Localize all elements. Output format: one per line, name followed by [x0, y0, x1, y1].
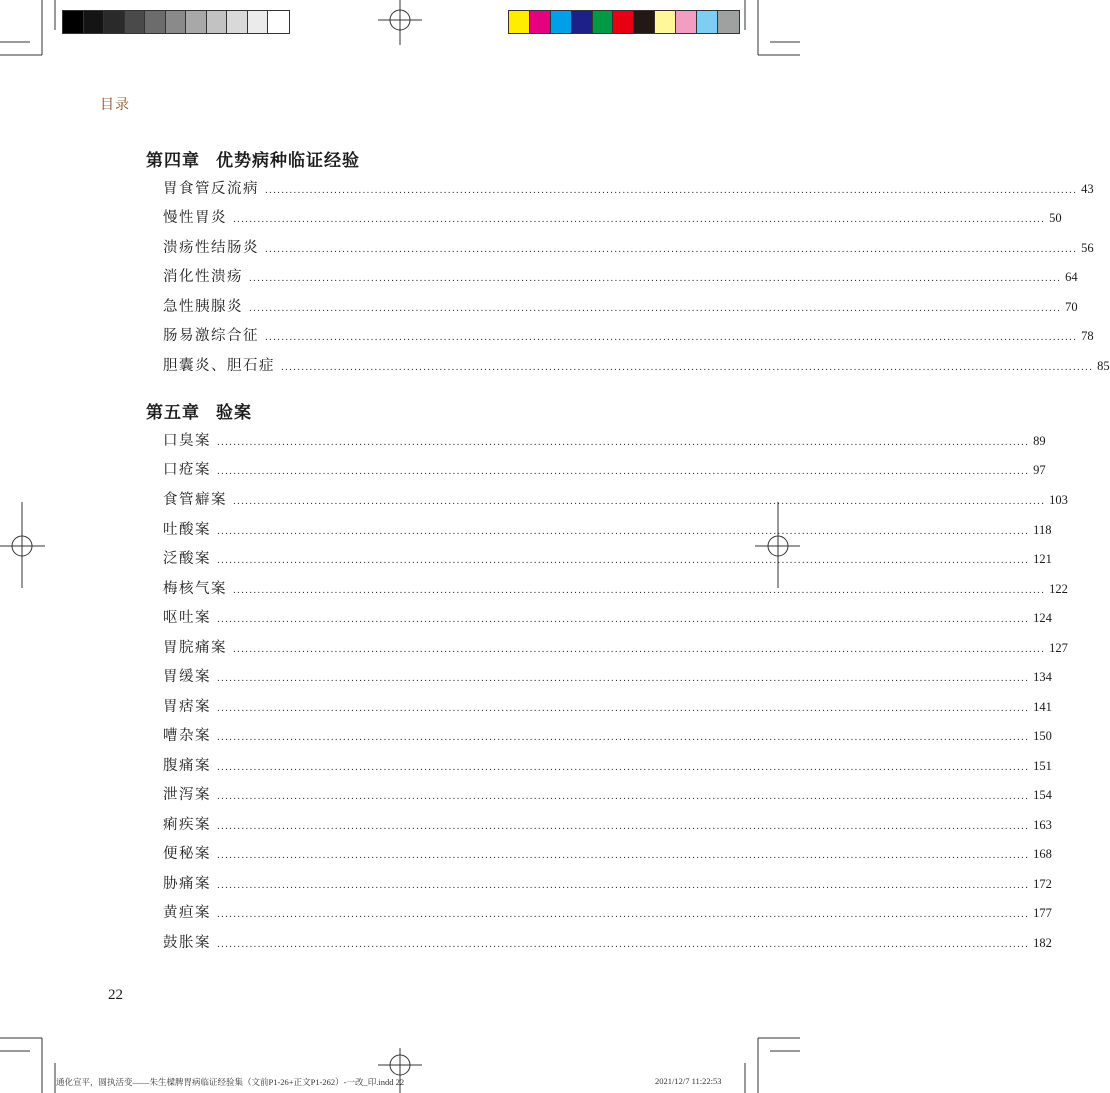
entry-page: 89: [1033, 434, 1046, 448]
dot-leader: ........................................................................................................................................................................................................: [217, 881, 1030, 891]
entry-page: 163: [1033, 818, 1052, 832]
entry-page: 118: [1033, 523, 1052, 537]
entry-title: 肠易激综合征: [163, 328, 259, 344]
entry-page: 177: [1033, 906, 1052, 920]
entry-title: 胁痛案: [163, 876, 211, 892]
running-head: 目录: [100, 97, 130, 113]
entry-title: 便秘案: [163, 846, 211, 862]
entry-title: 急性胰腺炎: [163, 299, 243, 315]
entry-title: 泄泻案: [163, 787, 211, 803]
entry-page: 154: [1033, 788, 1052, 802]
dot-leader: ........................................................................................................................................................................................................: [265, 245, 1078, 255]
dot-leader: ........................................................................................................................................................................................................: [217, 792, 1030, 802]
dot-leader: ........................................................................................................................................................................................................: [233, 215, 1046, 225]
dot-leader: ........................................................................................................................................................................................................: [233, 586, 1046, 596]
entry-page: 64: [1065, 270, 1078, 284]
entry-page: 70: [1065, 300, 1078, 314]
entry-title: 胃食管反流病: [163, 181, 259, 197]
toc-entry[interactable]: [163, 813, 1052, 833]
entry-title: 慢性胃炎: [163, 210, 227, 226]
entry-page: 103: [1049, 493, 1068, 507]
dot-leader: ........................................................................................................................................................................................................: [217, 763, 1030, 773]
toc-entry[interactable]: [163, 236, 1094, 256]
dot-leader: ........................................................................................................................................................................................................: [217, 674, 1030, 684]
dot-leader: ........................................................................................................................................................................................................: [265, 333, 1078, 343]
dot-leader: ........................................................................................................................................................................................................: [265, 186, 1078, 196]
dot-leader: ........................................................................................................................................................................................................: [217, 527, 1030, 537]
entry-page: 151: [1033, 759, 1052, 773]
dot-leader: ........................................................................................................................................................................................................: [217, 704, 1030, 714]
dot-leader: ........................................................................................................................................................................................................: [217, 940, 1030, 950]
toc-entry[interactable]: [163, 754, 1052, 774]
entry-page: 172: [1033, 877, 1052, 891]
entry-page: 124: [1033, 611, 1052, 625]
entry-title: 胃脘痛案: [163, 640, 227, 656]
dot-leader: ........................................................................................................................................................................................................: [217, 438, 1030, 448]
dot-leader: ........................................................................................................................................................................................................: [233, 645, 1046, 655]
entry-title: 吐酸案: [163, 522, 211, 538]
entry-page: 134: [1033, 670, 1052, 684]
entry-title: 胆囊炎、胆石症: [163, 358, 275, 374]
dot-leader: ........................................................................................................................................................................................................: [281, 363, 1094, 373]
entry-page: 127: [1049, 641, 1068, 655]
entry-page: 85: [1097, 359, 1110, 373]
toc-entry[interactable]: [163, 458, 1046, 478]
entry-title: 梅核气案: [163, 581, 227, 597]
entry-page: 50: [1049, 211, 1062, 225]
toc-entry[interactable]: [163, 518, 1052, 538]
toc-entry[interactable]: [163, 636, 1068, 656]
print-slug-filename: 通化宣平，圆执活变——朱生樑脾胃病临证经验集（文前P1-26+正文P1-262）-一改_印.indd 22: [56, 1077, 405, 1087]
toc-entry[interactable]: [163, 901, 1052, 921]
chapter-5-heading: [146, 398, 252, 423]
toc-entry[interactable]: [163, 695, 1052, 715]
chapter-number: 第五章: [146, 403, 200, 423]
toc-entry[interactable]: [163, 354, 1110, 374]
print-slug-timestamp: 2021/12/7 11:22:53: [655, 1076, 722, 1086]
entry-title: 胃痞案: [163, 699, 211, 715]
chapter-title: 验案: [216, 403, 252, 423]
entry-title: 嘈杂案: [163, 728, 211, 744]
entry-page: 121: [1033, 552, 1052, 566]
toc-entry[interactable]: [163, 488, 1068, 508]
page-number: 22: [108, 987, 123, 1003]
dot-leader: ........................................................................................................................................................................................................: [217, 733, 1030, 743]
dot-leader: ........................................................................................................................................................................................................: [217, 910, 1030, 920]
toc-entry[interactable]: [163, 783, 1052, 803]
entry-title: 溃疡性结肠炎: [163, 240, 259, 256]
entry-page: 97: [1033, 463, 1046, 477]
toc-entry[interactable]: [163, 265, 1078, 285]
entry-page: 141: [1033, 700, 1052, 714]
entry-title: 腹痛案: [163, 758, 211, 774]
entry-page: 122: [1049, 582, 1068, 596]
entry-title: 口臭案: [163, 433, 211, 449]
entry-page: 78: [1081, 329, 1094, 343]
dot-leader: ........................................................................................................................................................................................................: [249, 304, 1062, 314]
toc-entry[interactable]: [163, 429, 1046, 449]
entry-title: 食管癖案: [163, 492, 227, 508]
dot-leader: ........................................................................................................................................................................................................: [249, 274, 1062, 284]
dot-leader: ........................................................................................................................................................................................................: [217, 467, 1030, 477]
entry-title: 口疮案: [163, 462, 211, 478]
toc-entry[interactable]: [163, 324, 1094, 344]
toc-entry[interactable]: [163, 295, 1078, 315]
toc-entry[interactable]: [163, 665, 1052, 685]
chapter-title: 优势病种临证经验: [216, 151, 360, 171]
dot-leader: ........................................................................................................................................................................................................: [217, 556, 1030, 566]
entry-title: 痢疾案: [163, 817, 211, 833]
dot-leader: ........................................................................................................................................................................................................: [217, 851, 1030, 861]
toc-entry[interactable]: [163, 577, 1068, 597]
dot-leader: ........................................................................................................................................................................................................: [217, 615, 1030, 625]
entry-title: 黄疸案: [163, 905, 211, 921]
entry-title: 泛酸案: [163, 551, 211, 567]
toc-entry[interactable]: [163, 931, 1052, 951]
entry-title: 鼓胀案: [163, 935, 211, 951]
chapter-4-heading: [146, 146, 360, 171]
entry-page: 168: [1033, 847, 1052, 861]
chapter-number: 第四章: [146, 151, 200, 171]
dot-leader: ........................................................................................................................................................................................................: [217, 822, 1030, 832]
toc-entry[interactable]: [163, 206, 1062, 226]
toc-entry[interactable]: [163, 842, 1052, 862]
toc-entry[interactable]: [163, 547, 1052, 567]
dot-leader: ........................................................................................................................................................................................................: [233, 497, 1046, 507]
toc-entry[interactable]: [163, 606, 1052, 626]
toc-entry[interactable]: [163, 724, 1052, 744]
entry-page: 150: [1033, 729, 1052, 743]
entry-title: 胃缓案: [163, 669, 211, 685]
entry-page: 43: [1081, 182, 1094, 196]
entry-title: 消化性溃疡: [163, 269, 243, 285]
entry-title: 呕吐案: [163, 610, 211, 626]
toc-entry[interactable]: [163, 177, 1094, 197]
toc-entry[interactable]: [163, 872, 1052, 892]
entry-page: 56: [1081, 241, 1094, 255]
entry-page: 182: [1033, 936, 1052, 950]
